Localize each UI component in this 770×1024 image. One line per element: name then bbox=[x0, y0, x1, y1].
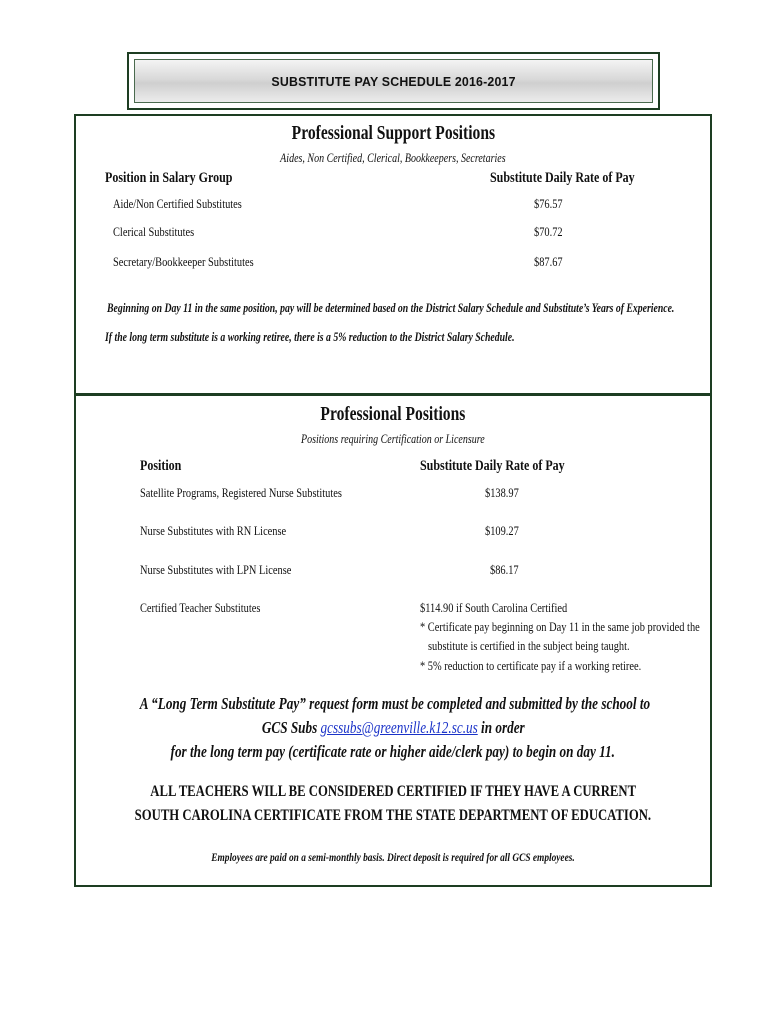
table-row-rate: $76.57 bbox=[534, 196, 563, 211]
section-heading: Professional Positions bbox=[320, 403, 466, 425]
teacher-note: substitute is certified in the subject being taught. bbox=[428, 638, 630, 653]
table-row-rate: $70.72 bbox=[534, 224, 563, 239]
payment-footnote: Employees are paid on a semi-monthly basis. Direct deposit is required for all GCS employees. bbox=[211, 850, 575, 864]
column-header-position: Position in Salary Group bbox=[105, 170, 233, 186]
professional-positions-section bbox=[74, 394, 712, 887]
table-row-position: Satellite Programs, Registered Nurse Substitutes bbox=[140, 485, 342, 500]
title-banner bbox=[127, 52, 660, 110]
request-form-line: for the long term pay (certificate rate or higher aide/clerk pay) to begin on day 11. bbox=[170, 742, 616, 761]
page-title: SUBSTITUTE PAY SCHEDULE 2016-2017 bbox=[271, 73, 516, 89]
table-row-position: Clerical Substitutes bbox=[113, 224, 195, 239]
section-subtitle: Aides, Non Certified, Clerical, Bookkeepers, Secretaries bbox=[280, 151, 506, 165]
section-subtitle: Positions requiring Certification or Licensure bbox=[301, 432, 485, 446]
email-link[interactable]: gcssubs@greenville.k12.sc.us bbox=[320, 718, 478, 737]
teacher-note: * 5% reduction to certificate pay if a working retiree. bbox=[420, 658, 642, 673]
title-banner-inner bbox=[134, 59, 653, 103]
table-row-rate: $87.67 bbox=[534, 254, 563, 269]
certification-statement: SOUTH CAROLINA CERTIFICATE FROM THE STATE DEPARTMENT OF EDUCATION. bbox=[134, 807, 652, 824]
table-row-rate: $109.27 bbox=[485, 523, 519, 538]
table-row-rate: $86.17 bbox=[490, 562, 519, 577]
request-form-line: GCS Subs gcssubs@greenville.k12.sc.us in order bbox=[261, 718, 525, 737]
table-row-position: Aide/Non Certified Substitutes bbox=[113, 196, 242, 211]
column-header-position: Position bbox=[140, 458, 182, 474]
table-row-rate: $114.90 if South Carolina Certified bbox=[420, 600, 568, 615]
request-form-line: A “Long Term Substitute Pay” request form must be completed and submitted by the school to bbox=[139, 694, 651, 713]
retiree-note: If the long term substitute is a working retiree, there is a 5% reduction to the District Salary Schedule. bbox=[105, 330, 515, 344]
certification-statement: ALL TEACHERS WILL BE CONSIDERED CERTIFIED IF THEY HAVE A CURRENT bbox=[150, 783, 636, 800]
table-row-position: Certified Teacher Substitutes bbox=[140, 600, 261, 615]
table-row-position: Secretary/Bookkeeper Substitutes bbox=[113, 254, 254, 269]
column-header-rate: Substitute Daily Rate of Pay bbox=[490, 170, 635, 186]
table-row-position: Nurse Substitutes with LPN License bbox=[140, 562, 292, 577]
day11-note: Beginning on Day 11 in the same position, pay will be determined based on the District Salary Schedule and Substitute’s Years of Experience. bbox=[107, 301, 675, 315]
teacher-note: * Certificate pay beginning on Day 11 in the same job provided the bbox=[420, 619, 700, 634]
table-row-position: Nurse Substitutes with RN License bbox=[140, 523, 287, 538]
table-row-rate: $138.97 bbox=[485, 485, 519, 500]
support-positions-section bbox=[74, 114, 712, 395]
column-header-rate: Substitute Daily Rate of Pay bbox=[420, 458, 565, 474]
section-heading: Professional Support Positions bbox=[291, 122, 495, 144]
